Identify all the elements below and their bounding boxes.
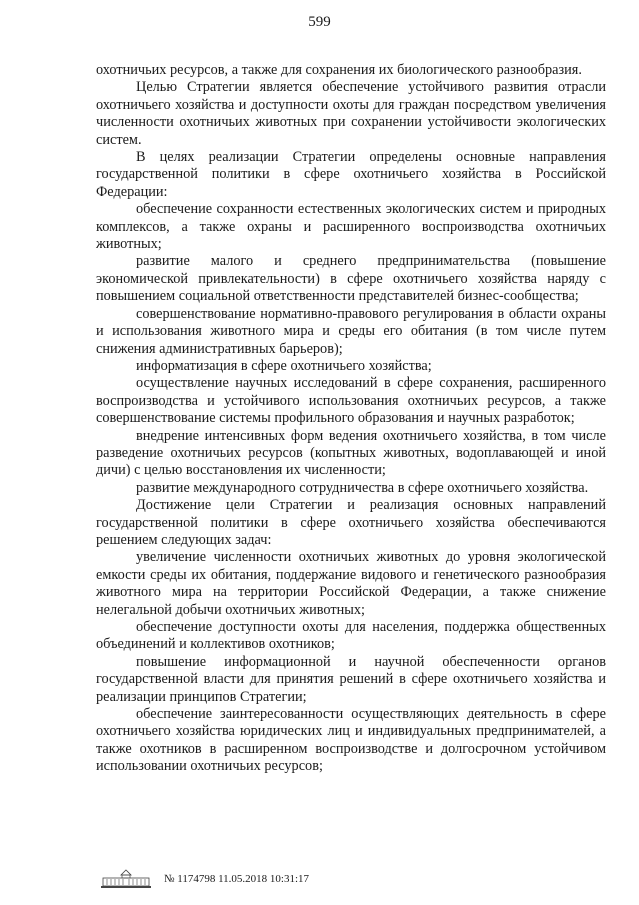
document-id: [164, 873, 309, 885]
list-item: повышение информационной и научной обеспеченности органов государственной власти для принятия решений в сфере охотничьего хозяйства и реализации принципов Стратегии;: [96, 653, 606, 705]
document-footer: [100, 868, 400, 890]
paragraph: Достижение цели Стратегии и реализация основных направлений государственной политики в сфере охотничьего хозяйства обеспечиваются решением следующих задач:: [96, 497, 606, 548]
paragraph: Целью Стратегии является обеспечение устойчивого развития отрасли охотничьего хозяйства и доступности охоты для граждан посредством увеличения численности охотничьих животных при сохранении устойчивости экологических систем.: [96, 79, 606, 148]
list-item: осуществление научных исследований в сфере сохранения, расширенного воспроизводства и устойчивого использования охотничьих ресурсов, а также совершенствование системы профильного образования и научных разработок;: [96, 375, 606, 427]
government-building-icon: [100, 869, 152, 889]
list-item: увеличение численности охотничьих животных до уровня экологической емкости среды их обитания, поддержание видового и генетического разнообразия животного мира на территории Российской Федерации, а также снижение нелегальной добычи охотничьих животных;: [96, 549, 606, 618]
body-text: [96, 62, 606, 776]
list-item: развитие международного сотрудничества в сфере охотничьего хозяйства.: [136, 479, 589, 496]
doc-number-prefix: №: [164, 873, 175, 885]
list-item: совершенствование нормативно-правового регулирования в области охраны и использования животного мира и среды его обитания (в том числе путем снижения административных барьеров);: [96, 305, 606, 357]
list-item: обеспечение сохранности естественных экологических систем и природных комплексов, а также охраны и расширенного воспроизводства охотничьих животных;: [96, 201, 606, 253]
list-item: информатизация в сфере охотничьего хозяйства;: [136, 357, 432, 374]
list-item: внедрение интенсивных форм ведения охотничьего хозяйства, в том числе разведение охотничьих ресурсов (копытных животных, водоплавающей и иной дичи) с целью восстановления их численности;: [96, 427, 606, 479]
doc-timestamp: 11.05.2018 10:31:17: [218, 873, 310, 885]
paragraph: охотничьих ресурсов, а также для сохранения их биологического разнообразия.: [96, 62, 582, 78]
list-item: обеспечение заинтересованности осуществляющих деятельность в сфере охотничьего хозяйства юридических лиц и индивидуальных предпринимателей, а также охотников в расширенном воспроизводстве и долгосрочном устойчивом использовании охотничьих ресурсов;: [96, 706, 606, 775]
paragraph: В целях реализации Стратегии определены основные направления государственной политики в сфере охотничьего хозяйства в Российской Федерации:: [96, 149, 606, 200]
doc-number: 1174798: [177, 873, 216, 885]
list-item: обеспечение доступности охоты для населения, поддержка общественных объединений и коллективов охотников;: [96, 619, 606, 653]
list-item: развитие малого и среднего предпринимательства (повышение экономической привлекательности) в сфере охотничьего хозяйства наряду с повышением социальной ответственности представителей бизнес-сообщества;: [96, 253, 606, 305]
page-number: 599: [308, 14, 331, 30]
